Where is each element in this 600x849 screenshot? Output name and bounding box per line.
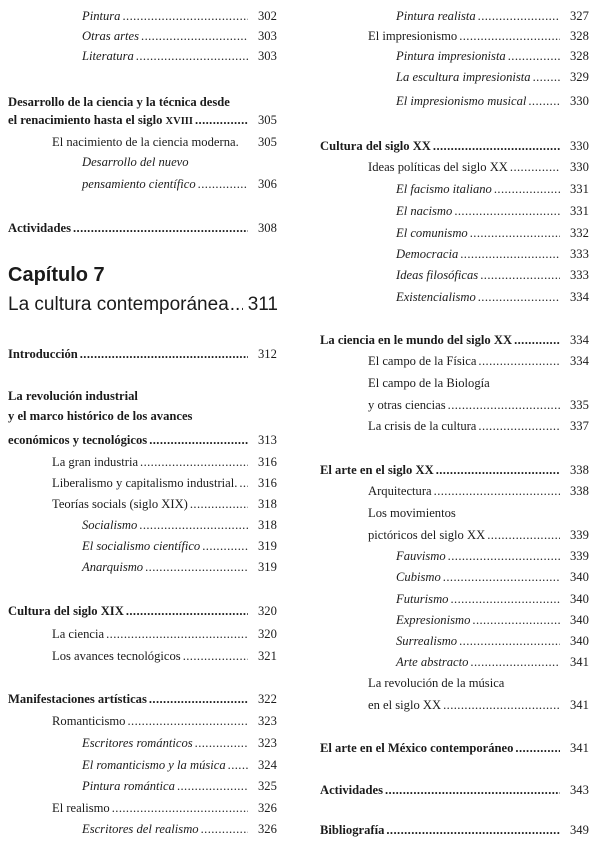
dot-leader	[480, 266, 560, 284]
dot-leader	[478, 7, 560, 25]
dot-leader	[436, 461, 560, 479]
toc-entry-title: Pintura impresionista	[396, 49, 506, 63]
toc-page-number: 318	[258, 497, 277, 511]
toc-entry-title: Introducción	[8, 347, 78, 361]
dot-leader	[533, 68, 560, 86]
toc-page-number: 303	[258, 49, 277, 63]
toc-entry-escultura-impresionista[interactable]	[312, 68, 600, 86]
chapter-title-text: La cultura contemporánea	[8, 294, 229, 315]
dot-leader	[448, 396, 560, 414]
chapter-title[interactable]	[8, 292, 278, 318]
dot-leader	[478, 417, 560, 435]
toc-page-number: 332	[570, 226, 589, 240]
toc-entry-pensamiento-line1: Desarrollo del nuevo	[82, 155, 189, 169]
toc-entry-title: pensamiento científico	[82, 177, 196, 191]
toc-page-number: 305	[258, 113, 277, 127]
toc-entry-title: Escritores románticos	[82, 736, 193, 750]
toc-entry-pensamiento[interactable]	[0, 175, 286, 193]
toc-entry-title: Escritores del realismo	[82, 822, 199, 836]
dot-leader	[510, 158, 560, 176]
toc-page-number: 338	[570, 463, 589, 477]
toc-entry-title: Anarquismo	[82, 560, 144, 574]
toc-entry-teorias-socials[interactable]	[0, 495, 286, 513]
toc-page-number: 341	[570, 741, 589, 755]
toc-entry-movimientos-pictoricos[interactable]	[312, 526, 600, 544]
toc-page-number: 335	[570, 398, 589, 412]
toc-page-number: 316	[258, 476, 277, 490]
toc-entry-title: Expresionismo	[396, 613, 471, 627]
toc-entry-escritores-realismo[interactable]	[0, 820, 286, 838]
section-heading-actividades[interactable]	[0, 219, 286, 237]
toc-entry-title: y otras ciencias	[368, 398, 446, 412]
toc-page-number: 330	[570, 139, 589, 153]
toc-entry-title: La ciencia en le mundo del siglo XX	[320, 333, 513, 347]
toc-page-number: 333	[570, 247, 589, 261]
toc-entry-title: El nacismo	[396, 204, 453, 218]
toc-entry-title: El facismo italiano	[396, 182, 492, 196]
toc-entry-la-ciencia[interactable]	[0, 625, 286, 643]
toc-page-number: 334	[570, 333, 589, 347]
toc-entry-title: Otras artes	[82, 29, 140, 43]
toc-entry-anarquismo[interactable]	[0, 558, 286, 576]
section-heading-revolucion-line1: La revolución industrial	[8, 389, 138, 403]
dot-leader	[141, 27, 248, 45]
toc-entry-title: Arte abstracto	[396, 655, 469, 669]
dot-leader	[112, 799, 248, 817]
toc-entry-title: Ideas filosóficas	[396, 268, 479, 282]
toc-page-number: 334	[570, 290, 589, 304]
dot-leader	[470, 653, 560, 671]
dot-leader	[202, 537, 248, 555]
section-heading-ciencia-xx[interactable]	[312, 331, 600, 349]
dot-leader	[80, 345, 248, 363]
dot-leader	[385, 781, 560, 799]
toc-page-number: 319	[258, 539, 277, 553]
dot-leader	[494, 180, 560, 198]
toc-entry-cubismo[interactable]	[312, 568, 600, 586]
toc-entry-title: El campo de la Física	[368, 354, 477, 368]
toc-entry-escritores-romanticos[interactable]	[0, 734, 286, 752]
toc-page-number: 340	[570, 613, 589, 627]
toc-entry-title: El realismo	[52, 801, 110, 815]
toc-page-number: 333	[570, 268, 589, 282]
toc-page-number: 327	[570, 9, 589, 23]
toc-entry-title: El nacimiento de la ciencia moderna.	[52, 135, 239, 149]
dot-leader	[140, 453, 248, 471]
dot-leader	[443, 696, 560, 714]
toc-page-number: 349	[570, 823, 589, 837]
toc-page-number: 326	[258, 822, 277, 836]
toc-entry-romanticismo-musica[interactable]	[0, 756, 286, 774]
dot-leader	[514, 331, 560, 349]
dot-leader	[454, 202, 560, 220]
toc-entry-title: Existencialismo	[396, 290, 476, 304]
toc-entry-title: Democracia	[396, 247, 459, 261]
toc-entry-title: La crisis de la cultura	[368, 419, 477, 433]
toc-page-number: 320	[258, 627, 277, 641]
toc-entry-surrealismo[interactable]	[312, 632, 600, 650]
toc-page-number: 306	[258, 177, 277, 191]
dot-leader	[470, 224, 560, 242]
dot-leader	[433, 137, 560, 155]
toc-entry-title: Futurismo	[396, 592, 449, 606]
toc-entry-title: El comunismo	[396, 226, 468, 240]
section-heading-arte-mexico[interactable]	[312, 739, 600, 757]
toc-entry-ideas-filosoficas[interactable]	[312, 266, 600, 284]
toc-page-number: 343	[570, 783, 589, 797]
toc-entry-fauvismo[interactable]	[312, 547, 600, 565]
toc-entry-title: Literatura	[82, 49, 134, 63]
toc-entry-title: Cultura del siglo XX	[320, 139, 431, 153]
toc-page-number: 339	[570, 528, 589, 542]
toc-entry-title: Ideas políticas del siglo XX	[368, 160, 508, 174]
toc-entry-title: Surrealismo	[396, 634, 458, 648]
toc-entry-title: La gran industria	[52, 455, 139, 469]
toc-entry-title: Actividades	[320, 783, 383, 797]
toc-entry-title: Socialismo	[82, 518, 138, 532]
dot-leader	[136, 47, 248, 65]
section-heading-manifestaciones[interactable]	[0, 690, 286, 708]
toc-entry-title: El arte en el México contemporáneo	[320, 741, 514, 755]
toc-page-number: 321	[258, 649, 277, 663]
toc-entry-revolucion-musica[interactable]	[312, 696, 600, 714]
dot-leader	[73, 219, 248, 237]
toc-entry-title: en el siglo XX	[368, 698, 442, 712]
toc-entry-democracia[interactable]	[312, 245, 600, 263]
toc-page-number: 340	[570, 570, 589, 584]
toc-entry-literatura[interactable]	[0, 47, 286, 65]
section-heading-introduccion[interactable]	[0, 345, 286, 363]
toc-page-number: 325	[258, 779, 277, 793]
section-heading-revolucion[interactable]	[0, 431, 286, 449]
toc-entry-impresionismo[interactable]	[312, 27, 600, 45]
toc-entry-movimientos-line1: Los movimientos	[368, 506, 456, 520]
toc-page-number: 324	[258, 758, 277, 772]
dot-leader	[190, 495, 248, 513]
section-heading-cultura-xix[interactable]	[0, 602, 286, 620]
dot-leader	[472, 611, 560, 629]
toc-entry-el-realismo[interactable]	[0, 799, 286, 817]
toc-page-number: 331	[570, 182, 589, 196]
dot-leader	[230, 292, 243, 318]
dot-leader	[528, 92, 560, 110]
toc-entry-title: económicos y tecnológicos	[8, 433, 148, 447]
dot-leader	[198, 175, 248, 193]
toc-entry-title: Romanticismo	[52, 714, 126, 728]
toc-entry-title: El romanticismo y la música	[82, 758, 226, 772]
toc-entry-facismo-italiano[interactable]	[312, 180, 600, 198]
toc-page-number: 341	[570, 655, 589, 669]
toc-page-number: 302	[258, 9, 277, 23]
toc-entry-title: El impresionismo musical	[396, 94, 527, 108]
dot-leader	[434, 482, 560, 500]
toc-entry-pintura[interactable]	[0, 7, 286, 25]
toc-entry-avances-tecnologicos[interactable]	[0, 647, 286, 665]
toc-page-number: 318	[258, 518, 277, 532]
toc-entry-title: Teorías socials (siglo XIX)	[52, 497, 188, 511]
toc-entry-campo-biologia-line1: El campo de la Biología	[368, 376, 490, 390]
toc-entry-socialismo[interactable]	[0, 516, 286, 534]
section-heading-cultura-xx[interactable]	[312, 137, 600, 155]
dot-leader	[448, 547, 560, 565]
dot-leader	[386, 821, 560, 839]
section-heading-arte-xx[interactable]	[312, 461, 600, 479]
dot-leader	[459, 632, 560, 650]
toc-entry-title: Pintura realista	[396, 9, 476, 23]
toc-entry-futurismo[interactable]	[312, 590, 600, 608]
toc-entry-title: Pintura romántica	[82, 779, 175, 793]
toc-page-number: 308	[258, 221, 277, 235]
dot-leader	[183, 647, 248, 665]
toc-entry-ideas-politicas[interactable]	[312, 158, 600, 176]
dot-leader	[149, 431, 248, 449]
toc-entry-existencialismo[interactable]	[312, 288, 600, 306]
toc-page-number: 339	[570, 549, 589, 563]
toc-page-number: 330	[570, 94, 589, 108]
dot-leader	[195, 734, 248, 752]
toc-entry-title: El socialismo científico	[82, 539, 201, 553]
dot-leader	[478, 288, 560, 306]
toc-page-number: 334	[570, 354, 589, 368]
dot-leader	[127, 712, 248, 730]
toc-page-number: 340	[570, 634, 589, 648]
dot-leader	[478, 352, 560, 370]
toc-page-number: 330	[570, 160, 589, 174]
toc-entry-title: El arte en el siglo XX	[320, 463, 434, 477]
section-heading-bibliografia[interactable]	[312, 821, 600, 839]
toc-entry-title: Actividades	[8, 221, 71, 235]
toc-entry-campo-biologia[interactable]	[312, 396, 600, 414]
chapter-label: Capítulo 7	[8, 264, 105, 286]
toc-page-number: 322	[258, 692, 277, 706]
toc-page-number: 323	[258, 736, 277, 750]
toc-entry-title: Fauvismo	[396, 549, 446, 563]
toc-entry-title: Los avances tecnológicos	[52, 649, 181, 663]
chapter-page-number: 311	[247, 294, 278, 315]
dot-leader	[139, 516, 248, 534]
toc-entry-title: pictóricos del siglo XX	[368, 528, 486, 542]
toc-entry-title: La escultura impresionista	[396, 70, 531, 84]
toc-page-number: 329	[570, 70, 589, 84]
toc-entry-liberalismo[interactable]	[0, 474, 286, 492]
toc-entry-revolucion-musica-line1: La revolución de la música	[368, 676, 505, 690]
toc-entry-title: El impresionismo	[368, 29, 458, 43]
dot-leader	[145, 558, 248, 576]
toc-entry-title: Arquitectura	[368, 484, 432, 498]
toc-entry-arte-abstracto[interactable]	[312, 653, 600, 671]
toc-entry-pintura-impresionista[interactable]	[312, 47, 600, 65]
toc-page-number: 320	[258, 604, 277, 618]
toc-entry-romanticismo[interactable]	[0, 712, 286, 730]
toc-entry-title: Cubismo	[396, 570, 441, 584]
toc-page-number: 319	[258, 560, 277, 574]
toc-entry-comunismo[interactable]	[312, 224, 600, 242]
toc-page-number: 340	[570, 592, 589, 606]
toc-page-number: 312	[258, 347, 277, 361]
toc-entry-socialismo-cientifico[interactable]	[0, 537, 286, 555]
toc-entry-title: el renacimiento hasta el siglo XVIII	[8, 113, 193, 127]
dot-leader	[460, 245, 560, 263]
section-heading-desarrollo[interactable]	[0, 111, 286, 129]
toc-entry-title: La ciencia	[52, 627, 105, 641]
dot-leader	[122, 7, 248, 25]
toc-entry-title: Bibliografía	[320, 823, 385, 837]
dot-leader	[126, 602, 248, 620]
dot-leader	[487, 526, 560, 544]
dot-leader	[149, 690, 248, 708]
dot-leader	[443, 568, 560, 586]
dot-leader	[239, 474, 248, 492]
toc-entry-title: Cultura del siglo XIX	[8, 604, 124, 618]
dot-leader	[201, 820, 248, 838]
dot-leader	[195, 111, 248, 129]
toc-page-number: 316	[258, 455, 277, 469]
dot-leader	[450, 590, 560, 608]
toc-entry-nacismo[interactable]	[312, 202, 600, 220]
toc-entry-expresionismo[interactable]	[312, 611, 600, 629]
toc-page-number: 341	[570, 698, 589, 712]
toc-entry-pintura-romantica[interactable]	[0, 777, 286, 795]
toc-entry-otras-artes[interactable]	[0, 27, 286, 45]
toc-entry-title: Liberalismo y capitalismo industrial.	[52, 476, 238, 490]
toc-page-number: 303	[258, 29, 277, 43]
section-heading-revolucion-line2: y el marco histórico de los avances	[8, 409, 193, 423]
dot-leader	[106, 625, 248, 643]
toc-page-number: 326	[258, 801, 277, 815]
section-heading-desarrollo-line1: Desarrollo de la ciencia y la técnica desde	[8, 95, 230, 109]
toc-entry-title: Pintura	[82, 9, 121, 23]
dot-leader	[508, 47, 560, 65]
toc-page-number: 337	[570, 419, 589, 433]
toc-entry-crisis-cultura[interactable]	[312, 417, 600, 435]
toc-page-number: 338	[570, 484, 589, 498]
dot-leader	[228, 756, 248, 774]
toc-page-number: 313	[258, 433, 277, 447]
toc-page-number: 328	[570, 49, 589, 63]
dot-leader	[515, 739, 560, 757]
section-heading-actividades-2[interactable]	[312, 781, 600, 799]
dot-leader	[177, 777, 248, 795]
toc-page-number: 331	[570, 204, 589, 218]
toc-page-number: 328	[570, 29, 589, 43]
toc-entry-campo-fisica[interactable]	[312, 352, 600, 370]
toc-entry-gran-industria[interactable]	[0, 453, 286, 471]
toc-entry-impresionismo-musical[interactable]	[312, 92, 600, 110]
toc-entry-nacimiento[interactable]	[0, 133, 286, 151]
dot-leader	[459, 27, 560, 45]
toc-page-number: 323	[258, 714, 277, 728]
toc-entry-arquitectura[interactable]	[312, 482, 600, 500]
toc-entry-pintura-realista[interactable]	[312, 7, 600, 25]
toc-entry-title: Manifestaciones artísticas	[8, 692, 147, 706]
toc-page-number: 305	[258, 135, 277, 149]
